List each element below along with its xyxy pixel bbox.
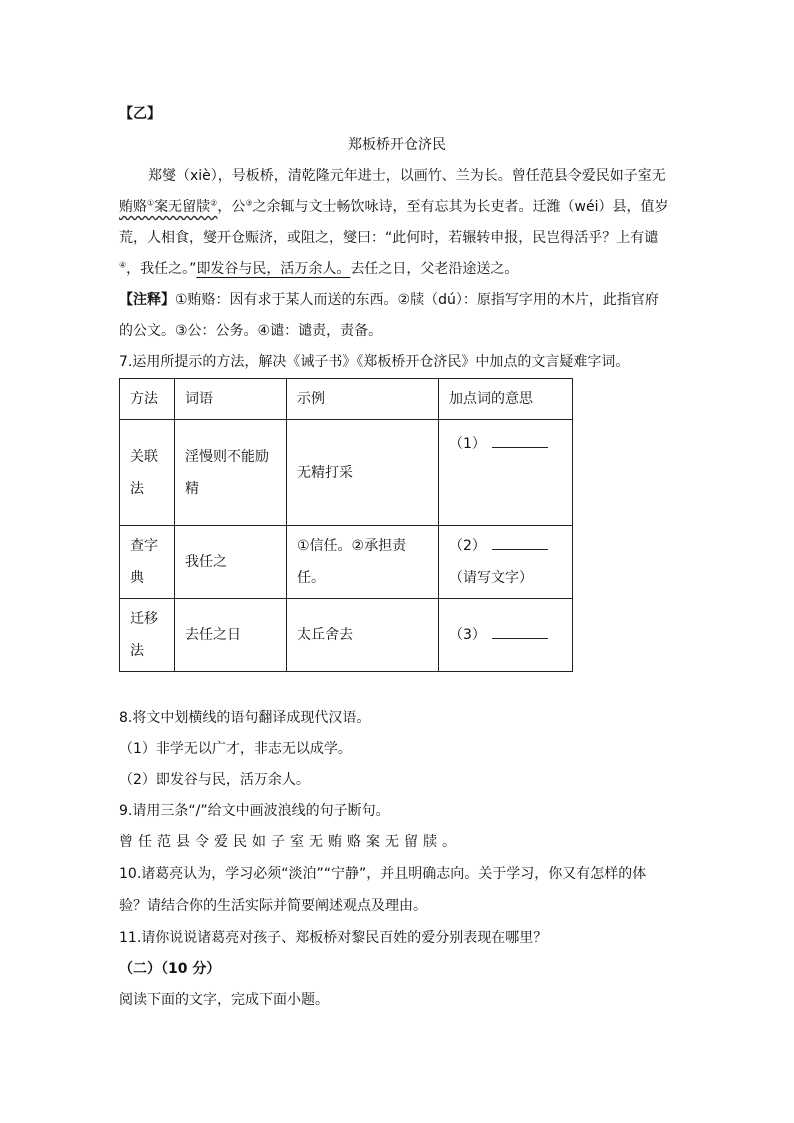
table-cell-word: 我任之 bbox=[175, 526, 287, 599]
question-8-2: （2）即发谷与民，活万余人。 bbox=[119, 772, 310, 788]
question-10-line-2: 验？请结合你的生活实际并简要阐述观点及理由。 bbox=[119, 898, 427, 914]
table-header: 词语 bbox=[175, 379, 287, 420]
question-7: 7.运用所提示的方法，解决《诫子书》《郑板桥开仓济民》中加点的文言疑难字词。 bbox=[119, 354, 630, 370]
part-2-instruction: 阅读下面的文字，完成下面小题。 bbox=[119, 992, 329, 1008]
question-8-1: （1）非学无以广才，非志无以成学。 bbox=[119, 741, 352, 757]
passage-text: 贿赂 bbox=[119, 199, 147, 215]
answer-blank[interactable] bbox=[492, 624, 548, 639]
table-cell-answer bbox=[439, 420, 573, 526]
notes-label: 【注释】 bbox=[119, 292, 175, 308]
passage-line-1-text: 郑燮（xiè），号板桥，清乾隆元年进士，以画竹、兰为长。曾任范县令爱民如子室无 bbox=[148, 168, 666, 184]
question-10-line-1: 10.诸葛亮认为，学习必须“淡泊”“宁静”，并且明确志向。关于学习，你又有怎样的体 bbox=[119, 866, 647, 882]
table-cell-answer bbox=[439, 526, 573, 599]
table-header: 方法 bbox=[120, 379, 175, 420]
answer-note: （请写文字） bbox=[449, 570, 533, 586]
answer-number: （1） bbox=[449, 436, 486, 452]
note-marker: ④ bbox=[119, 260, 127, 270]
table-cell-method: 查字典 bbox=[120, 526, 175, 599]
table-cell-method: 关联法 bbox=[120, 420, 175, 526]
passage-text: 案无留牍 bbox=[154, 199, 211, 215]
answer-blank[interactable] bbox=[492, 433, 548, 448]
answer-blank[interactable] bbox=[492, 535, 548, 550]
table-cell-answer bbox=[439, 599, 573, 672]
passage-text: ，公 bbox=[217, 199, 246, 215]
notes-line-1 bbox=[119, 290, 659, 310]
table-header: 加点词的意思 bbox=[439, 379, 573, 420]
table-cell-example: 太丘舍去 bbox=[287, 599, 439, 672]
notes-line-2: 的公文。③公：公务。④谴：谴责，责备。 bbox=[119, 323, 383, 339]
table-cell-example: ①信任。②承担责任。 bbox=[287, 526, 439, 599]
part-2-heading: （二）（10 分） bbox=[119, 961, 221, 977]
passage-text: 去任之日，父老沿途送之。 bbox=[350, 261, 519, 277]
passage-text: ，我任之。” bbox=[126, 261, 197, 277]
notes-text: ①贿赂：因有求于某人而送的东西。②牍（dú）：原指写字用的木片，此指官府 bbox=[175, 292, 659, 308]
table-row bbox=[120, 599, 573, 672]
table-header: 示例 bbox=[287, 379, 439, 420]
table-cell-word: 淫慢则不能励精 bbox=[175, 420, 287, 526]
note-marker: ① bbox=[147, 198, 155, 208]
answer-number: （3） bbox=[449, 627, 486, 643]
answer-number: （2） bbox=[449, 538, 486, 554]
table-cell-word: 去任之日 bbox=[175, 599, 287, 672]
question-8: 8.将文中划横线的语句翻译成现代汉语。 bbox=[119, 710, 371, 726]
methods-table bbox=[119, 378, 573, 672]
table-header-row bbox=[120, 379, 573, 420]
passage-title: 郑板桥开仓济民 bbox=[348, 137, 446, 153]
passage-text: 之余辄与文士畅饮咏诗，至有忘其为长吏者。迁潍（wéi）县，值岁 bbox=[252, 199, 669, 215]
passage-line-1 bbox=[148, 166, 666, 186]
section-label: 【乙】 bbox=[119, 106, 161, 122]
wavy-sentence-end bbox=[119, 199, 217, 215]
note-marker: ③ bbox=[245, 198, 253, 208]
table-row bbox=[120, 420, 573, 526]
question-9-sentence: 曾任范县令爱民如子室无贿赂案无留牍。 bbox=[119, 834, 461, 850]
table-row bbox=[120, 526, 573, 599]
underlined-sentence: 即发谷与民，活万余人。 bbox=[196, 261, 351, 277]
question-9: 9.请用三条“/”给文中画波浪线的句子断句。 bbox=[119, 803, 390, 819]
passage-line-4 bbox=[119, 259, 518, 279]
passage-line-3: 荒，人相食，燮开仓赈济，或阻之，燮曰：“此何时，若辗转申报，民岂得活乎？上有谴 bbox=[119, 230, 659, 246]
note-marker: ② bbox=[210, 198, 218, 208]
table-cell-example: 无精打采 bbox=[287, 420, 439, 526]
passage-line-2 bbox=[119, 197, 668, 217]
question-11: 11.请你说说诸葛亮对孩子、郑板桥对黎民百姓的爱分别表现在哪里？ bbox=[119, 930, 548, 946]
table-cell-method: 迁移法 bbox=[120, 599, 175, 672]
